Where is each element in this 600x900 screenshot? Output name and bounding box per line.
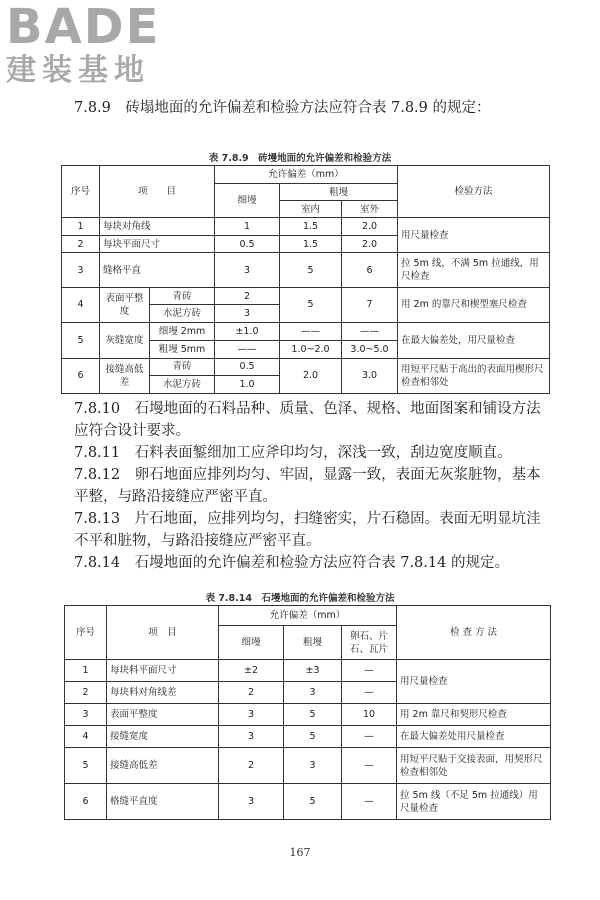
header-tolerance: 允许偏差（mm） <box>215 166 398 184</box>
header-fine: 细墁 <box>215 183 280 217</box>
cell-pebble: — <box>342 660 397 682</box>
cell-pebble: 10 <box>342 704 397 726</box>
cell-outdoor: 6 <box>342 253 398 287</box>
section-7-8-14-text: 7.8.14 石墁地面的允许偏差和检验方法应符合表 7.8.14 的规定。 <box>74 555 509 571</box>
cell-no: 1 <box>62 218 100 236</box>
table-row <box>65 726 551 748</box>
cell-no: 6 <box>65 784 107 820</box>
cell-no: 4 <box>65 726 107 748</box>
cell-fine: 2 <box>219 748 284 784</box>
cell-fine: ±2 <box>219 660 284 682</box>
header-outdoor: 室外 <box>342 201 398 218</box>
cell-outdoor: 3.0 <box>342 358 398 393</box>
cell-fine: 3 <box>219 784 284 820</box>
section-7-8-11-text: 7.8.11 石料表面錾细加工应斧印均匀，深浅一致，刮边宽度顺直。 <box>74 445 512 461</box>
cell-fine: 1 <box>215 218 280 236</box>
cell-indoor: 1.0~2.0 <box>280 340 342 358</box>
cell-outdoor: 2.0 <box>342 235 398 253</box>
header-method: 检验方法 <box>398 166 550 218</box>
header-fine: 细墁 <box>219 626 284 660</box>
cell-fine: 0.5 <box>215 235 280 253</box>
header-coarse: 粗墁 <box>284 626 342 660</box>
cell-indoor: 2.0 <box>280 358 342 393</box>
cell-subitem: 水泥方砖 <box>150 305 215 323</box>
cell-indoor: 5 <box>280 287 342 322</box>
table-row <box>62 323 550 341</box>
cell-item: 缝格平直 <box>100 253 215 287</box>
cell-item: 表面平整度 <box>100 287 150 322</box>
cell-fine: 1.0 <box>215 376 280 394</box>
cell-subitem: 细墁 2mm <box>150 323 215 341</box>
header-item: 项 目 <box>100 166 215 218</box>
cell-fine: 2 <box>215 287 280 305</box>
table-row <box>65 784 551 820</box>
cell-fine: 3 <box>219 726 284 748</box>
cell-indoor: 1.5 <box>280 235 342 253</box>
cell-pebble: — <box>342 726 397 748</box>
cell-pebble: — <box>342 748 397 784</box>
table-row <box>65 704 551 726</box>
cell-fine: 0.5 <box>215 358 280 376</box>
cell-method: 用尺量检查 <box>398 218 550 253</box>
table-row <box>62 287 550 305</box>
cell-fine: —— <box>215 340 280 358</box>
section-7-8-10-text: 7.8.10 石墁地面的石料品种、质量、色泽、规格、地面图案和铺设方法应符合设计要求。 <box>74 401 541 439</box>
cell-coarse: 5 <box>284 726 342 748</box>
cell-method: 用短平尺贴于高出的表面用楔形尺检查相邻处 <box>398 358 550 393</box>
cell-item: 灰缝宽度 <box>100 323 150 358</box>
section-7-8-13-text: 7.8.13 片石地面，应排列均匀，扫缝密实，片石稳固。表面无明显坑洼不平和脏物，与路沿接缝应严密平直。 <box>74 511 541 549</box>
cell-no: 5 <box>65 748 107 784</box>
logo-subtitle: 建装基地 <box>6 53 150 88</box>
table-row <box>65 748 551 784</box>
cell-coarse: 5 <box>284 784 342 820</box>
cell-outdoor: —— <box>342 323 398 341</box>
table-row <box>62 358 550 376</box>
table-row <box>65 660 551 682</box>
cell-item: 表面平整度 <box>107 704 219 726</box>
cell-indoor: 5 <box>280 253 342 287</box>
cell-outdoor: 3.0~5.0 <box>342 340 398 358</box>
section-7-8-9-text: 7.8.9 砖塌地面的允许偏差和检验方法应符合表 7.8.9 的规定： <box>74 100 491 116</box>
brand-logo <box>6 2 186 88</box>
cell-coarse: 3 <box>284 748 342 784</box>
cell-subitem: 水泥方砖 <box>150 376 215 394</box>
table-row <box>62 218 550 236</box>
cell-method: 在最大偏差处，用尺量检查 <box>398 323 550 358</box>
cell-indoor: —— <box>280 323 342 341</box>
cell-fine: 3 <box>215 253 280 287</box>
cell-no: 5 <box>62 323 100 358</box>
header-coarse: 粗墁 <box>280 183 398 201</box>
cell-method: 拉 5m 线（不足 5m 拉通线）用尺量检查 <box>397 784 551 820</box>
cell-no: 1 <box>65 660 107 682</box>
header-no: 序号 <box>62 166 100 218</box>
cell-outdoor: 7 <box>342 287 398 322</box>
table-7-8-14 <box>64 605 551 820</box>
cell-pebble: — <box>342 784 397 820</box>
cell-item: 接缝高低差 <box>100 358 150 393</box>
cell-no: 3 <box>62 253 100 287</box>
cell-item: 每块料平面尺寸 <box>107 660 219 682</box>
cell-method: 用尺量检查 <box>397 660 551 704</box>
section-7-8-12-text: 7.8.12 卵石地面应排列均匀、牢固，显露一致，表面无灰浆脏物，基本平整，与路沿接缝应严密平直。 <box>74 467 541 505</box>
cell-no: 6 <box>62 358 100 393</box>
cell-method: 用 2m 的靠尺和楔型塞尺检查 <box>398 287 550 322</box>
cell-item: 接缝宽度 <box>107 726 219 748</box>
cell-subitem: 粗墁 5mm <box>150 340 215 358</box>
table-7-8-9 <box>61 165 550 394</box>
table-7-8-9-caption: 表 7.8.9 砖墁地面的允许偏差和检验方法 <box>208 153 392 164</box>
cell-method: 拉 5m 线，不满 5m 拉通线，用尺检查 <box>398 253 550 287</box>
cell-outdoor: 2.0 <box>342 218 398 236</box>
cell-no: 2 <box>65 682 107 704</box>
cell-no: 2 <box>62 235 100 253</box>
cell-item: 格缝平直度 <box>107 784 219 820</box>
cell-pebble: — <box>342 682 397 704</box>
cell-item: 接缝高低差 <box>107 748 219 784</box>
cell-item: 每块料对角线差 <box>107 682 219 704</box>
header-no: 序号 <box>65 606 107 660</box>
cell-item: 每块平面尺寸 <box>100 235 215 253</box>
cell-indoor: 1.5 <box>280 218 342 236</box>
cell-fine: 2 <box>219 682 284 704</box>
cell-fine: 3 <box>215 305 280 323</box>
cell-coarse: 5 <box>284 704 342 726</box>
cell-method: 在最大偏差处用尺量检查 <box>397 726 551 748</box>
cell-coarse: 3 <box>284 682 342 704</box>
page-number: 167 <box>289 846 311 859</box>
header-indoor: 室内 <box>280 201 342 218</box>
table-row <box>62 253 550 287</box>
table-7-8-14-caption: 表 7.8.14 石墁地面的允许偏差和检验方法 <box>205 593 395 604</box>
cell-fine: ±1.0 <box>215 323 280 341</box>
cell-no: 4 <box>62 287 100 322</box>
header-pebble: 卵石、片石、瓦片 <box>342 626 397 660</box>
header-method: 检 查 方 法 <box>397 606 551 660</box>
cell-fine: 3 <box>219 704 284 726</box>
cell-no: 3 <box>65 704 107 726</box>
logo-wordmark: BADE <box>6 0 161 55</box>
cell-subitem: 青砖 <box>150 358 215 376</box>
cell-item: 每块对角线 <box>100 218 215 236</box>
cell-method: 用 2m 靠尺和契形尺检查 <box>397 704 551 726</box>
header-item: 项 目 <box>107 606 219 660</box>
header-tolerance: 允许偏差（mm） <box>219 606 397 626</box>
cell-subitem: 青砖 <box>150 287 215 305</box>
cell-method: 用短平尺贴于交接表面，用契形尺检查相邻处 <box>397 748 551 784</box>
cell-coarse: ±3 <box>284 660 342 682</box>
